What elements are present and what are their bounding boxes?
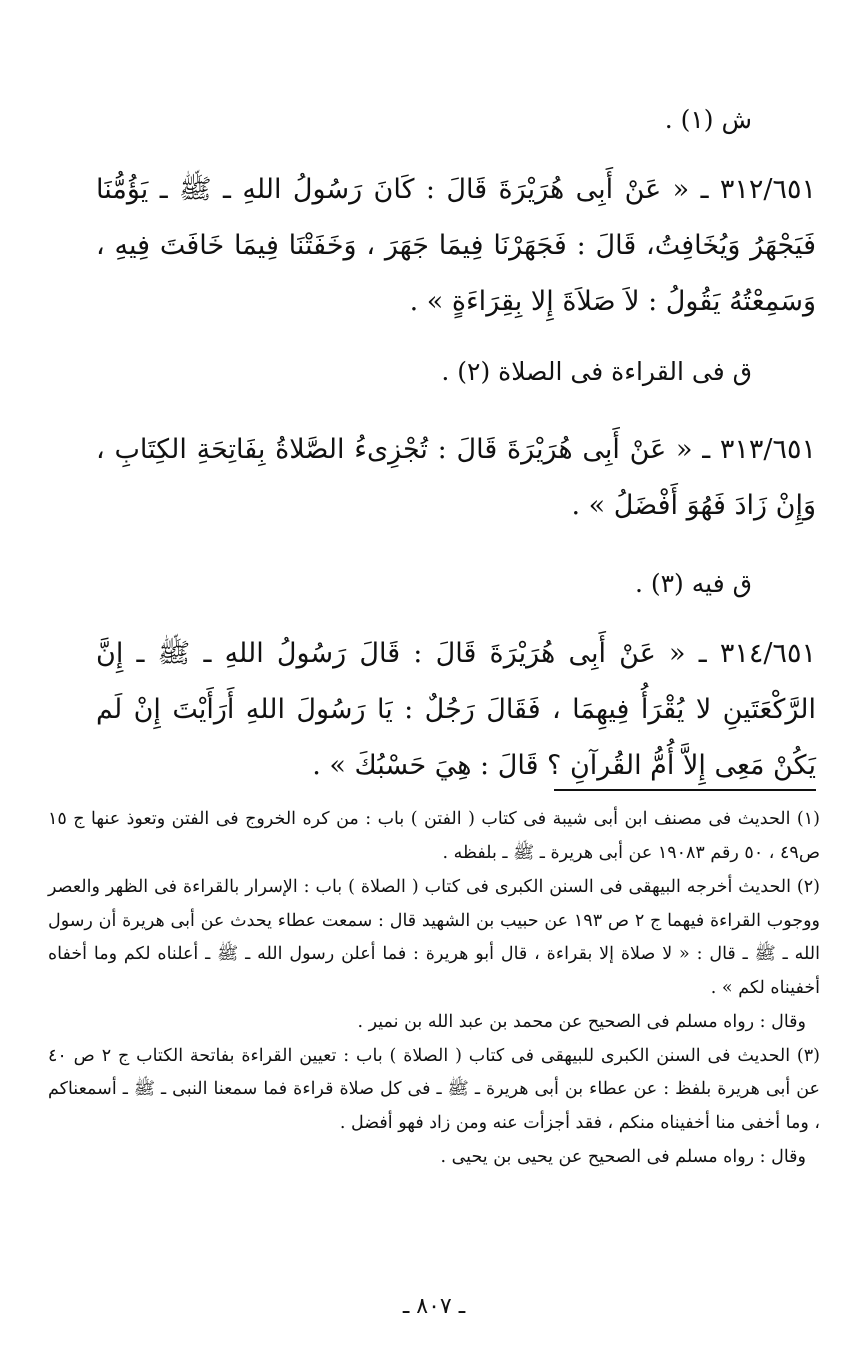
main-text (96, 92, 816, 794)
footnote-continuation: وقال : رواه مسلم فى الصحيح عن يحيى بن يحيى . (440, 1147, 806, 1167)
footnotes (48, 803, 820, 1175)
page-number: ـ ٨٠٧ ـ (402, 1294, 466, 1319)
source-reference: ق فى القراءة فى الصلاة (٢) . (441, 357, 752, 386)
footnote-continuation: وقال : رواه مسلم فى الصحيح عن محمد بن عبد الله بن نمير . (357, 1012, 806, 1032)
hadith-paragraph: ٣١٢/٦٥١ ـ « عَنْ أَبِى هُرَيْرَةَ قَالَ : كَانَ رَسُولُ اللهِ ـ ﷺ ـ يَؤُمُّنَا فَيَجْهَرُ وَيُخَافِتُ، قَالَ : فَجَهَرْنَا فِيمَا جَهَرَ ، وَخَفَتْنَا فِيمَا خَافَتَ فِيهِ ، وَسَمِعْتُهُ يَقُولُ : لاَ صَلاَةَ إِلا بِقِرَاءَةٍ » . (96, 174, 816, 317)
hadith-paragraph: ٣١٤/٦٥١ ـ « عَنْ أَبِى هُرَيْرَةَ قَالَ : قَالَ رَسُولُ اللهِ ـ ﷺ ـ إِنَّ الرَّكْعَتَينِ لا يُقْرَأُ فِيهِمَا ، فَقَالَ رَجُلٌ : يَا رَسُولَ اللهِ أَرَأَيْتَ إِنْ لَم يَكُنْ مَعِى إِلاَّ أُمُّ القُرآنِ ؟ قَالَ : هِيَ حَسْبُكَ » . (96, 638, 816, 781)
footnote: (١) الحديث فى مصنف ابن أبى شيبة فى كتاب ( الفتن ) باب : من كره الخروج فى الفتن وتعوذ عنها ج ١٥ ص٤٩ ، ٥٠ رقم ١٩٠٨٣ عن أبى هريرة ـ ﷺ ـ بلفظه . (48, 809, 820, 863)
source-reference: ق فيه (٣) . (634, 569, 752, 598)
footnote: (٣) الحديث فى السنن الكبرى للبيهقى فى كتاب ( الصلاة ) باب : تعيين القراءة بفاتحة الكتاب ج ٢ ص ٤٠ عن أبى هريرة بلفظ : عن عطاء بن أبى هريرة ـ ﷺ ـ فى كل صلاة قراءة فما سمعنا النبى ـ ﷺ ـ أسمعناكم ، وما أخفى منا أخفيناه منكم ، فقد أجزأت عنه ومن زاد فهو أفضل . (48, 1045, 820, 1133)
hadith-paragraph: ٣١٣/٦٥١ ـ « عَنْ أَبِى هُرَيْرَةَ قَالَ : تُجْزِىءُ الصَّلاةُ بِفَاتِحَةِ الكِتَابِ ، وَإِنْ زَادَ فَهُوَ أَفْضَلُ » . (96, 434, 816, 521)
footnote: (٢) الحديث أخرجه البيهقى فى السنن الكبرى فى كتاب ( الصلاة ) باب : الإسرار بالقراءة فى الظهر والعصر ووجوب القراءة فيهما ج ٢ ص ١٩٣ عن حبيب بن الشهيد قال : سمعت عطاء يحدث عن أبى هريرة أن رسول الله ـ ﷺ ـ قال : « لا صلاة إلا بقراءة ، قال أبو هريرة : فما أعلن رسول الله ـ ﷺ ـ أعلناه لكم وما أخفاه أخفيناه لكم » . (48, 877, 820, 998)
source-reference: ش (١) . (664, 105, 752, 134)
footnote-divider (554, 789, 816, 791)
